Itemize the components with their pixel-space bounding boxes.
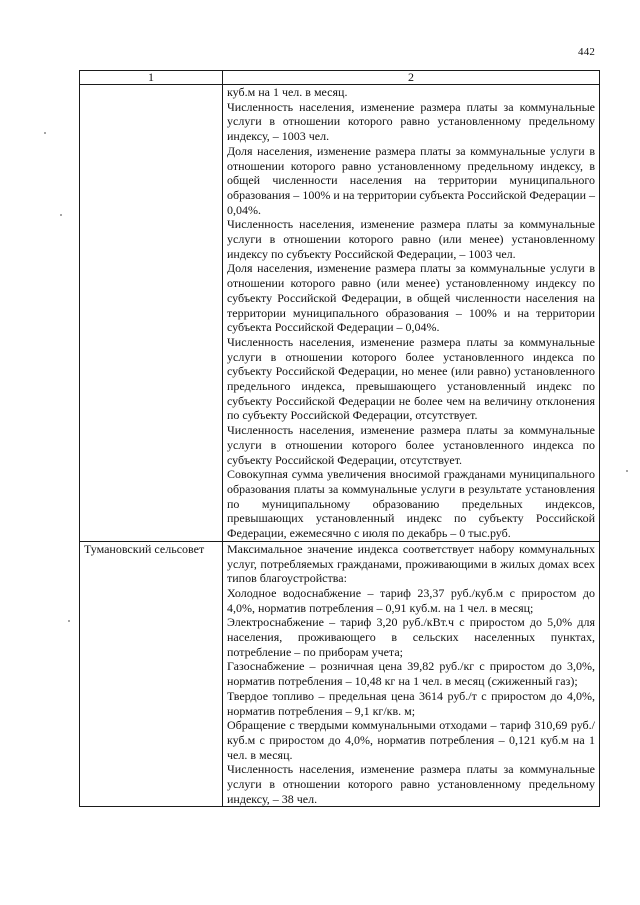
scan-speck [68,620,70,622]
paragraph: Обращение с твердыми коммунальными отходами – тариф 310,69 руб./куб.м с приростом до 4,0%, норматив потребления – 0,121 куб.м на 1 чел. в месяц. [227,718,595,762]
column-header-1: 1 [80,71,223,85]
paragraph: Численность населения, изменение размера платы за коммунальные услуги в отношении которого более установленного индекса по субъекту Российской Федерации, отсутствует. [227,423,595,467]
scan-speck [60,214,62,216]
table-header-row [80,71,600,85]
paragraph: Численность населения, изменение размера платы за коммунальные услуги в отношении которого более установленного индекса по субъекту Российской Федерации, но менее (или равно) установленного предельного индекса, превышающего установленный индекс по субъекту Российской Федерации не более чем на величину отклонения по субъекту Российской Федерации, отсутствует. [227,334,595,423]
paragraph: Максимальное значение индекса соответствует набору коммунальных услуг, потребляемых гражданами, проживающими в жилых домах всех типов благоустройства: [227,541,595,586]
paragraph: куб.м на 1 чел. в месяц. [227,85,348,99]
paragraph: Численность населения, изменение размера платы за коммунальные услуги в отношении которого равно установленному предельному индексу, – 1003 чел. [227,99,595,144]
table-row [80,541,600,807]
paragraph: Твердое топливо – предельная цена 3614 руб./т с приростом до 4,0%, норматив потребления – 9,1 кг/кв. м; [227,688,595,718]
document-table [79,70,600,807]
paragraph: Доля населения, изменение размера платы за коммунальные услуги в отношении которого равно (или менее) установленному индексу по субъекту Российской Федерации, в общей численности населения на территории муниципального образования – 100% и на территории субъекта Российской Федерации – 0,04%. [227,261,595,335]
municipality-name-cell: Тумановский сельсовет [80,541,223,807]
description-cell [223,541,600,807]
table-row [80,85,600,542]
paragraph: Электроснабжение – тариф 3,20 руб./кВт.ч с приростом до 5,0% для населения, проживающего в сельских населенных пунктах, потребление – по приборам учета; [227,615,595,659]
paragraph: Численность населения, изменение размера платы за коммунальные услуги в отношении которого равно установленному предельному индексу, – 38 чел. [227,762,595,806]
paragraph: Совокупная сумма увеличения вносимой гражданами муниципального образования платы за коммунальные услуги в результате установления по муниципальному образованию предельных индексов, превышающих установленный индекс по субъекту Российской Федерации, ежемесячно с июля по декабрь – 0 тыс.руб. [227,467,595,541]
description-cell [223,85,600,542]
paragraph: Газоснабжение – розничная цена 39,82 руб./кг с приростом до 3,0%, норматив потребления – 10,48 кг на 1 чел. в месяц (сжиженный газ); [227,659,595,689]
scan-speck [626,470,628,472]
paragraph: Доля населения, изменение размера платы за коммунальные услуги в отношении которого равно установленному предельному индексу, в общей численности населения на территории муниципального образования – 100% и на территории субъекта Российской Федерации – 0,04%. [227,143,595,217]
column-header-2: 2 [223,71,600,85]
municipality-name-cell [80,85,223,542]
scan-speck [44,132,46,134]
page-number: 442 [578,46,596,58]
paragraph: Численность населения, изменение размера платы за коммунальные услуги в отношении которого равно (или менее) установленному индексу по субъекту Российской Федерации, – 1003 чел. [227,217,595,261]
paragraph: Холодное водоснабжение – тариф 23,37 руб./куб.м с приростом до 4,0%, норматив потребления – 0,91 куб.м. на 1 чел. в месяц; [227,585,595,615]
